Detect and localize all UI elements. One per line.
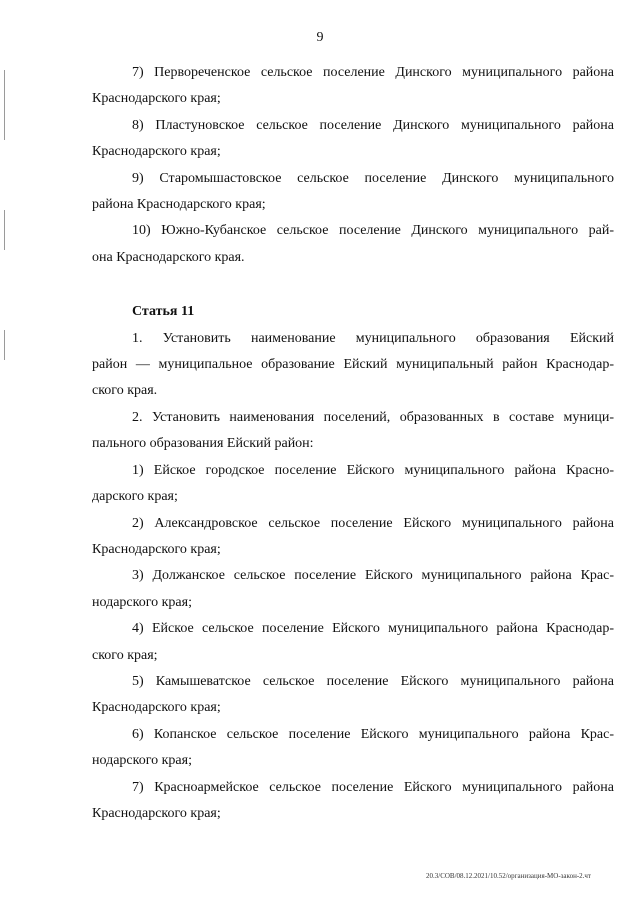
paragraph-line: [92, 326, 614, 352]
paragraph-text: Краснодарского края;: [92, 144, 221, 160]
paragraph-text: 7) Красноармейское сельское поселение Ейского муниципального района: [132, 779, 614, 795]
paragraph-text: нодарского края;: [92, 753, 192, 769]
paragraph-text: Краснодарского края;: [92, 91, 221, 107]
paragraph-text: дарского края;: [92, 489, 178, 505]
article-title: [92, 299, 614, 325]
article-title-text: Статья 11: [132, 304, 195, 320]
paragraph-line: [92, 139, 614, 165]
document-body: [92, 60, 614, 827]
paragraph-text: 3) Должанское сельское поселение Ейского муниципального района Крас-: [132, 568, 614, 584]
paragraph-line: [92, 643, 614, 669]
paragraph-line: [92, 431, 614, 457]
paragraph-text: 8) Пластуновское сельское поселение Динского муниципального района: [132, 117, 614, 133]
paragraph-text: Краснодарского края;: [92, 805, 221, 821]
paragraph-text: район — муниципальное образование Ейский муниципальный район Краснодар-: [92, 357, 614, 373]
paragraph-text: 7) Первореченское сельское поселение Динского муниципального района: [132, 65, 614, 80]
paragraph-line: [92, 218, 614, 244]
margin-scan-marks: [4, 60, 8, 380]
paragraph-text: Краснодарского края;: [92, 700, 221, 716]
paragraph-line: [92, 192, 614, 218]
paragraph-line: [92, 748, 614, 774]
paragraph-text: 9) Старомышастовское сельское поселение Динского муниципального: [132, 170, 614, 186]
paragraph-line: [92, 86, 614, 112]
paragraph-line: [92, 537, 614, 563]
paragraph-text: ского края.: [92, 383, 158, 399]
paragraph-text: 4) Ейское сельское поселение Ейского муниципального района Краснодар-: [132, 621, 614, 637]
paragraph-line: [92, 563, 614, 589]
paragraph-line: [92, 113, 614, 139]
paragraph-text: 1) Ейское городское поселение Ейского муниципального района Красно-: [132, 462, 614, 478]
paragraph-line: [92, 616, 614, 642]
paragraph-line: [92, 166, 614, 192]
paragraph-line: [92, 352, 614, 378]
paragraph-line: [92, 378, 614, 404]
paragraph-line: [92, 484, 614, 510]
paragraph-text: нодарского края;: [92, 594, 192, 610]
paragraph-text: Краснодарского края;: [92, 541, 221, 557]
paragraph-line: [92, 245, 614, 271]
paragraph-text: района Краснодарского края;: [92, 197, 266, 213]
paragraph-text: ского края;: [92, 647, 158, 663]
paragraph-line: [92, 722, 614, 748]
scan-mark: [4, 210, 5, 250]
paragraph-line: [92, 590, 614, 616]
paragraph-text: она Краснодарского края.: [92, 249, 245, 265]
paragraph-line: [92, 60, 614, 86]
paragraph-text: пального образования Ейский район:: [92, 436, 314, 452]
page-number: 9: [316, 30, 324, 45]
paragraph-text: 2. Установить наименования поселений, образованных в составе муници-: [132, 409, 614, 425]
paragraph-text: 1. Установить наименование муниципального образования Ейский: [132, 330, 614, 346]
paragraph-line: [92, 801, 614, 827]
article-paragraph-list: [92, 326, 614, 828]
paragraph-text: 6) Копанское сельское поселение Ейского муниципального района Крас-: [132, 726, 614, 742]
paragraph-text: 10) Южно-Кубанское сельское поселение Динского муниципального рай-: [132, 223, 614, 239]
scan-mark: [4, 70, 5, 140]
paragraph-line: [92, 775, 614, 801]
paragraph-text: 2) Александровское сельское поселение Ейского муниципального района: [132, 515, 614, 531]
paragraph-line: [92, 405, 614, 431]
paragraph-line: [92, 458, 614, 484]
paragraph-text: 5) Камышеватское сельское поселение Ейского муниципального района: [132, 673, 614, 689]
paragraph-line: [92, 511, 614, 537]
paragraph-line: [92, 669, 614, 695]
paragraph-line: [92, 695, 614, 721]
document-footer: 20.3/СОВ/08.12.2021/10.52/организация-МО-закон-2.чт: [426, 872, 591, 880]
scan-mark: [4, 330, 5, 360]
top-paragraph-list: [92, 60, 614, 271]
